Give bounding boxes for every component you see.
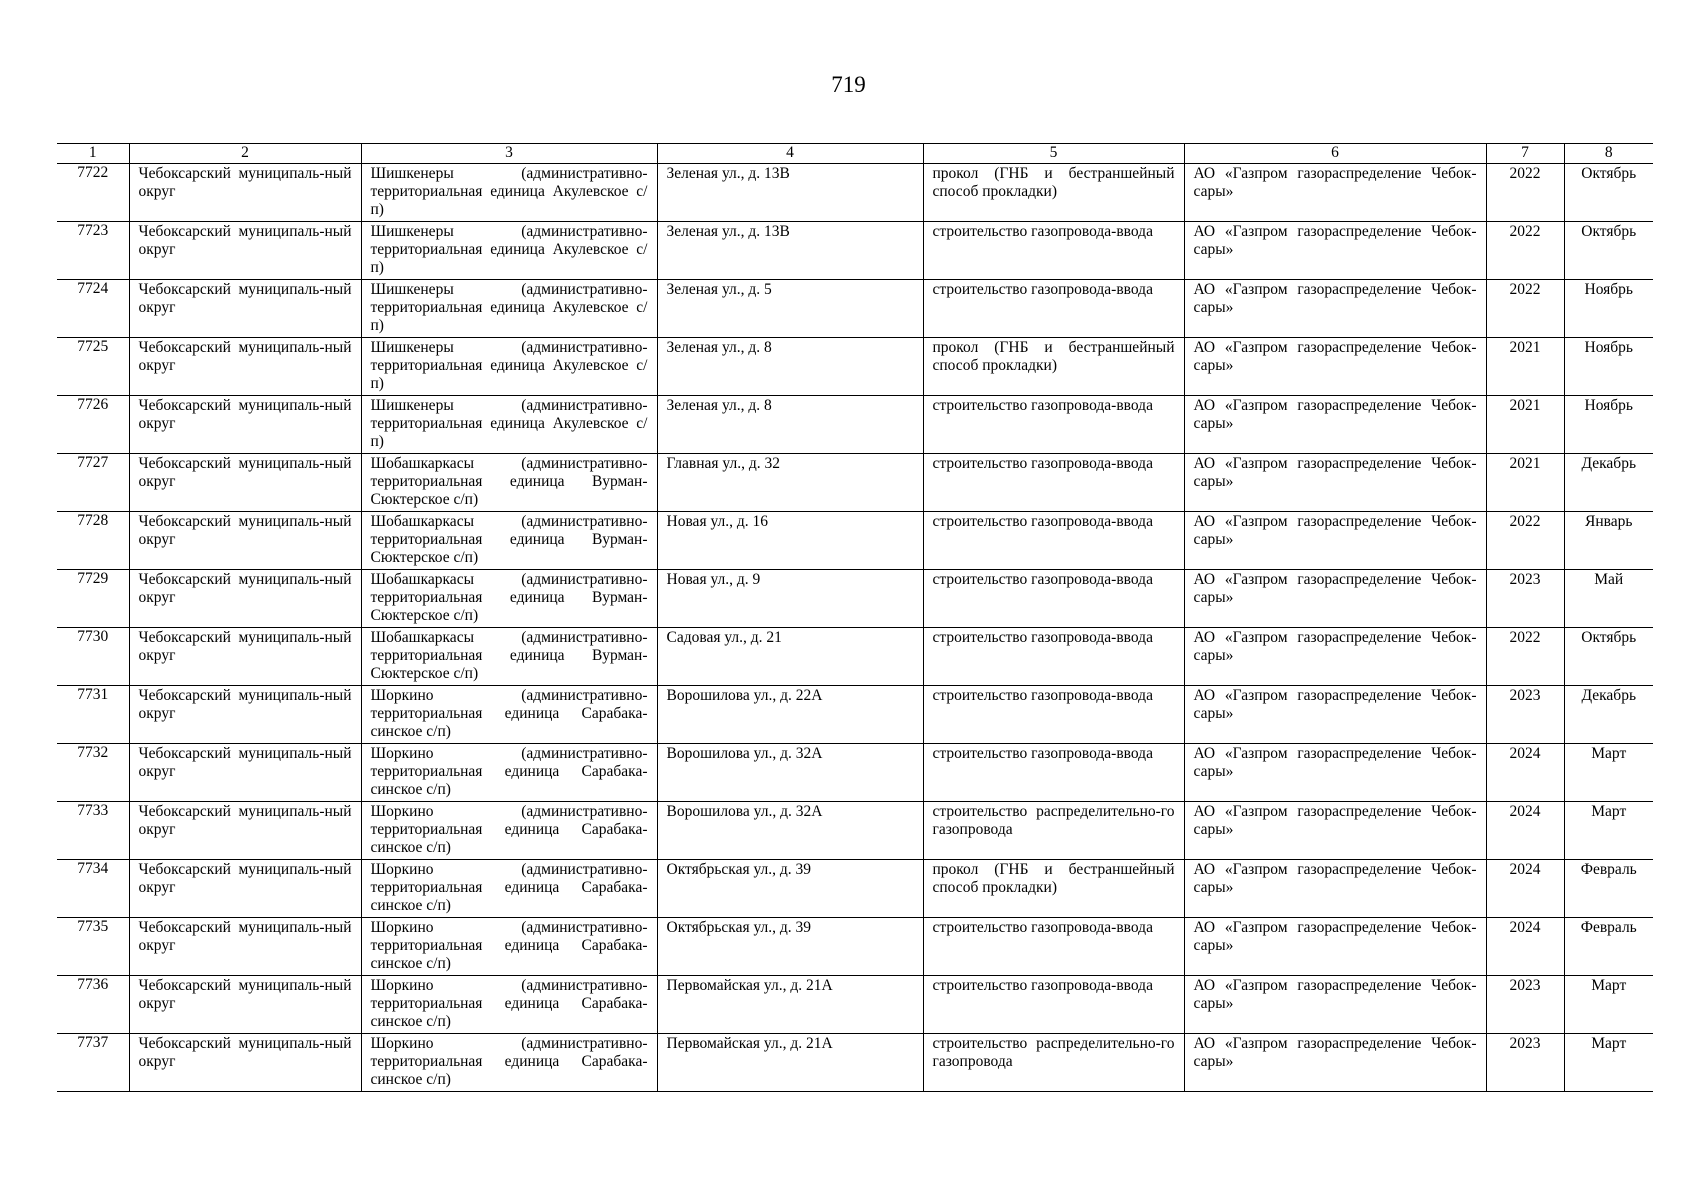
table-row <box>57 280 1653 338</box>
year-cell: 2024 <box>1486 918 1564 976</box>
month-cell: Март <box>1564 976 1653 1034</box>
year-cell: 2021 <box>1486 396 1564 454</box>
row-number-cell: 7724 <box>57 280 129 338</box>
district-cell: Чебоксарский муниципаль-ный округ <box>129 338 361 396</box>
month-cell: Май <box>1564 570 1653 628</box>
district-cell: Чебоксарский муниципаль-ный округ <box>129 396 361 454</box>
address-cell: Главная ул., д. 32 <box>657 454 923 512</box>
district-cell: Чебоксарский муниципаль-ный округ <box>129 860 361 918</box>
address-cell: Новая ул., д. 16 <box>657 512 923 570</box>
organization-cell: АО «Газпром газораспределение Чебок-сары» <box>1184 686 1486 744</box>
year-cell: 2023 <box>1486 1034 1564 1092</box>
work-type-cell: прокол (ГНБ и бестраншейный способ прокладки) <box>923 860 1184 918</box>
work-type-cell: строительство газопровода-ввода <box>923 744 1184 802</box>
address-cell: Зеленая ул., д. 8 <box>657 338 923 396</box>
month-cell: Ноябрь <box>1564 338 1653 396</box>
district-cell: Чебоксарский муниципаль-ный округ <box>129 512 361 570</box>
address-cell: Зеленая ул., д. 8 <box>657 396 923 454</box>
column-header: 8 <box>1564 144 1653 164</box>
row-number-cell: 7732 <box>57 744 129 802</box>
settlement-cell: Шобашкаркасы (административно-территориальная единица Вурман-Сюктерское с/п) <box>361 512 657 570</box>
settlement-cell: Шишкенеры (административно-территориальная единица Акулевское с/п) <box>361 338 657 396</box>
table-row <box>57 1034 1653 1092</box>
year-cell: 2022 <box>1486 628 1564 686</box>
table-body <box>57 164 1653 1092</box>
month-cell: Январь <box>1564 512 1653 570</box>
month-cell: Октябрь <box>1564 222 1653 280</box>
table-row <box>57 570 1653 628</box>
settlement-cell: Шоркино (административно-территориальная единица Сарабака-синское с/п) <box>361 918 657 976</box>
organization-cell: АО «Газпром газораспределение Чебок-сары» <box>1184 628 1486 686</box>
organization-cell: АО «Газпром газораспределение Чебок-сары» <box>1184 802 1486 860</box>
organization-cell: АО «Газпром газораспределение Чебок-сары» <box>1184 338 1486 396</box>
organization-cell: АО «Газпром газораспределение Чебок-сары» <box>1184 222 1486 280</box>
address-cell: Зеленая ул., д. 13В <box>657 222 923 280</box>
address-cell: Первомайская ул., д. 21А <box>657 976 923 1034</box>
year-cell: 2022 <box>1486 222 1564 280</box>
organization-cell: АО «Газпром газораспределение Чебок-сары» <box>1184 918 1486 976</box>
district-cell: Чебоксарский муниципаль-ный округ <box>129 918 361 976</box>
organization-cell: АО «Газпром газораспределение Чебок-сары» <box>1184 280 1486 338</box>
settlement-cell: Шобашкаркасы (административно-территориальная единица Вурман-Сюктерское с/п) <box>361 454 657 512</box>
address-cell: Первомайская ул., д. 21А <box>657 1034 923 1092</box>
address-cell: Ворошилова ул., д. 32А <box>657 744 923 802</box>
table-row <box>57 628 1653 686</box>
row-number-cell: 7723 <box>57 222 129 280</box>
organization-cell: АО «Газпром газораспределение Чебок-сары» <box>1184 744 1486 802</box>
table-header-row <box>57 144 1653 164</box>
page-number: 719 <box>831 72 866 97</box>
row-number-cell: 7722 <box>57 164 129 222</box>
district-cell: Чебоксарский муниципаль-ный округ <box>129 280 361 338</box>
month-cell: Март <box>1564 1034 1653 1092</box>
address-cell: Ворошилова ул., д. 32А <box>657 802 923 860</box>
table-row <box>57 164 1653 222</box>
organization-cell: АО «Газпром газораспределение Чебок-сары» <box>1184 1034 1486 1092</box>
month-cell: Февраль <box>1564 860 1653 918</box>
settlement-cell: Шоркино (административно-территориальная единица Сарабака-синское с/п) <box>361 1034 657 1092</box>
column-header: 1 <box>57 144 129 164</box>
table-row <box>57 512 1653 570</box>
year-cell: 2024 <box>1486 860 1564 918</box>
work-type-cell: строительство газопровода-ввода <box>923 976 1184 1034</box>
district-cell: Чебоксарский муниципаль-ный округ <box>129 686 361 744</box>
year-cell: 2023 <box>1486 686 1564 744</box>
work-type-cell: прокол (ГНБ и бестраншейный способ прокладки) <box>923 164 1184 222</box>
settlement-cell: Шишкенеры (административно-территориальная единица Акулевское с/п) <box>361 164 657 222</box>
row-number-cell: 7737 <box>57 1034 129 1092</box>
table-row <box>57 222 1653 280</box>
work-type-cell: строительство газопровода-ввода <box>923 512 1184 570</box>
table-row <box>57 802 1653 860</box>
year-cell: 2021 <box>1486 454 1564 512</box>
organization-cell: АО «Газпром газораспределение Чебок-сары» <box>1184 860 1486 918</box>
row-number-cell: 7735 <box>57 918 129 976</box>
table-row <box>57 860 1653 918</box>
settlement-cell: Шоркино (административно-территориальная единица Сарабака-синское с/п) <box>361 860 657 918</box>
column-header: 5 <box>923 144 1184 164</box>
year-cell: 2023 <box>1486 976 1564 1034</box>
organization-cell: АО «Газпром газораспределение Чебок-сары» <box>1184 454 1486 512</box>
work-type-cell: строительство газопровода-ввода <box>923 222 1184 280</box>
settlement-cell: Шоркино (административно-территориальная единица Сарабака-синское с/п) <box>361 976 657 1034</box>
row-number-cell: 7734 <box>57 860 129 918</box>
address-cell: Ворошилова ул., д. 22А <box>657 686 923 744</box>
work-type-cell: строительство распределительно-го газопровода <box>923 802 1184 860</box>
organization-cell: АО «Газпром газораспределение Чебок-сары» <box>1184 164 1486 222</box>
month-cell: Март <box>1564 744 1653 802</box>
work-type-cell: строительство газопровода-ввода <box>923 396 1184 454</box>
row-number-cell: 7726 <box>57 396 129 454</box>
month-cell: Март <box>1564 802 1653 860</box>
column-header: 2 <box>129 144 361 164</box>
month-cell: Октябрь <box>1564 164 1653 222</box>
row-number-cell: 7725 <box>57 338 129 396</box>
column-header: 7 <box>1486 144 1564 164</box>
table-row <box>57 918 1653 976</box>
month-cell: Ноябрь <box>1564 396 1653 454</box>
column-header: 6 <box>1184 144 1486 164</box>
settlement-cell: Шобашкаркасы (административно-территориальная единица Вурман-Сюктерское с/п) <box>361 570 657 628</box>
year-cell: 2022 <box>1486 164 1564 222</box>
address-cell: Октябрьская ул., д. 39 <box>657 860 923 918</box>
row-number-cell: 7731 <box>57 686 129 744</box>
work-type-cell: строительство газопровода-ввода <box>923 454 1184 512</box>
year-cell: 2021 <box>1486 338 1564 396</box>
column-header: 4 <box>657 144 923 164</box>
settlement-cell: Шоркино (административно-территориальная единица Сарабака-синское с/п) <box>361 686 657 744</box>
month-cell: Декабрь <box>1564 686 1653 744</box>
month-cell: Декабрь <box>1564 454 1653 512</box>
month-cell: Ноябрь <box>1564 280 1653 338</box>
district-cell: Чебоксарский муниципаль-ный округ <box>129 164 361 222</box>
year-cell: 2023 <box>1486 570 1564 628</box>
organization-cell: АО «Газпром газораспределение Чебок-сары» <box>1184 396 1486 454</box>
work-type-cell: строительство газопровода-ввода <box>923 628 1184 686</box>
settlement-cell: Шишкенеры (административно-территориальная единица Акулевское с/п) <box>361 222 657 280</box>
row-number-cell: 7733 <box>57 802 129 860</box>
row-number-cell: 7729 <box>57 570 129 628</box>
work-type-cell: строительство газопровода-ввода <box>923 570 1184 628</box>
work-type-cell: строительство газопровода-ввода <box>923 918 1184 976</box>
district-cell: Чебоксарский муниципаль-ный округ <box>129 222 361 280</box>
organization-cell: АО «Газпром газораспределение Чебок-сары» <box>1184 570 1486 628</box>
address-cell: Садовая ул., д. 21 <box>657 628 923 686</box>
table-row <box>57 338 1653 396</box>
organization-cell: АО «Газпром газораспределение Чебок-сары» <box>1184 976 1486 1034</box>
row-number-cell: 7730 <box>57 628 129 686</box>
column-header: 3 <box>361 144 657 164</box>
settlement-cell: Шишкенеры (административно-территориальная единица Акулевское с/п) <box>361 396 657 454</box>
district-cell: Чебоксарский муниципаль-ный округ <box>129 570 361 628</box>
year-cell: 2022 <box>1486 512 1564 570</box>
row-number-cell: 7727 <box>57 454 129 512</box>
row-number-cell: 7736 <box>57 976 129 1034</box>
district-cell: Чебоксарский муниципаль-ный округ <box>129 1034 361 1092</box>
year-cell: 2024 <box>1486 744 1564 802</box>
address-cell: Новая ул., д. 9 <box>657 570 923 628</box>
work-type-cell: строительство газопровода-ввода <box>923 686 1184 744</box>
work-type-cell: строительство газопровода-ввода <box>923 280 1184 338</box>
district-cell: Чебоксарский муниципаль-ный округ <box>129 744 361 802</box>
row-number-cell: 7728 <box>57 512 129 570</box>
work-type-cell: строительство распределительно-го газопровода <box>923 1034 1184 1092</box>
address-cell: Зеленая ул., д. 5 <box>657 280 923 338</box>
district-cell: Чебоксарский муниципаль-ный округ <box>129 628 361 686</box>
settlement-cell: Шоркино (административно-территориальная единица Сарабака-синское с/п) <box>361 802 657 860</box>
settlement-cell: Шишкенеры (административно-территориальная единица Акулевское с/п) <box>361 280 657 338</box>
organization-cell: АО «Газпром газораспределение Чебок-сары» <box>1184 512 1486 570</box>
year-cell: 2024 <box>1486 802 1564 860</box>
year-cell: 2022 <box>1486 280 1564 338</box>
table-row <box>57 744 1653 802</box>
settlement-cell: Шобашкаркасы (административно-территориальная единица Вурман-Сюктерское с/п) <box>361 628 657 686</box>
table-row <box>57 454 1653 512</box>
month-cell: Февраль <box>1564 918 1653 976</box>
address-cell: Зеленая ул., д. 13В <box>657 164 923 222</box>
district-cell: Чебоксарский муниципаль-ный округ <box>129 802 361 860</box>
district-cell: Чебоксарский муниципаль-ный округ <box>129 976 361 1034</box>
table-row <box>57 396 1653 454</box>
district-cell: Чебоксарский муниципаль-ный округ <box>129 454 361 512</box>
gas-connection-table <box>57 143 1653 1092</box>
settlement-cell: Шоркино (административно-территориальная единица Сарабака-синское с/п) <box>361 744 657 802</box>
month-cell: Октябрь <box>1564 628 1653 686</box>
work-type-cell: прокол (ГНБ и бестраншейный способ прокладки) <box>923 338 1184 396</box>
address-cell: Октябрьская ул., д. 39 <box>657 918 923 976</box>
table-row <box>57 976 1653 1034</box>
table-row <box>57 686 1653 744</box>
